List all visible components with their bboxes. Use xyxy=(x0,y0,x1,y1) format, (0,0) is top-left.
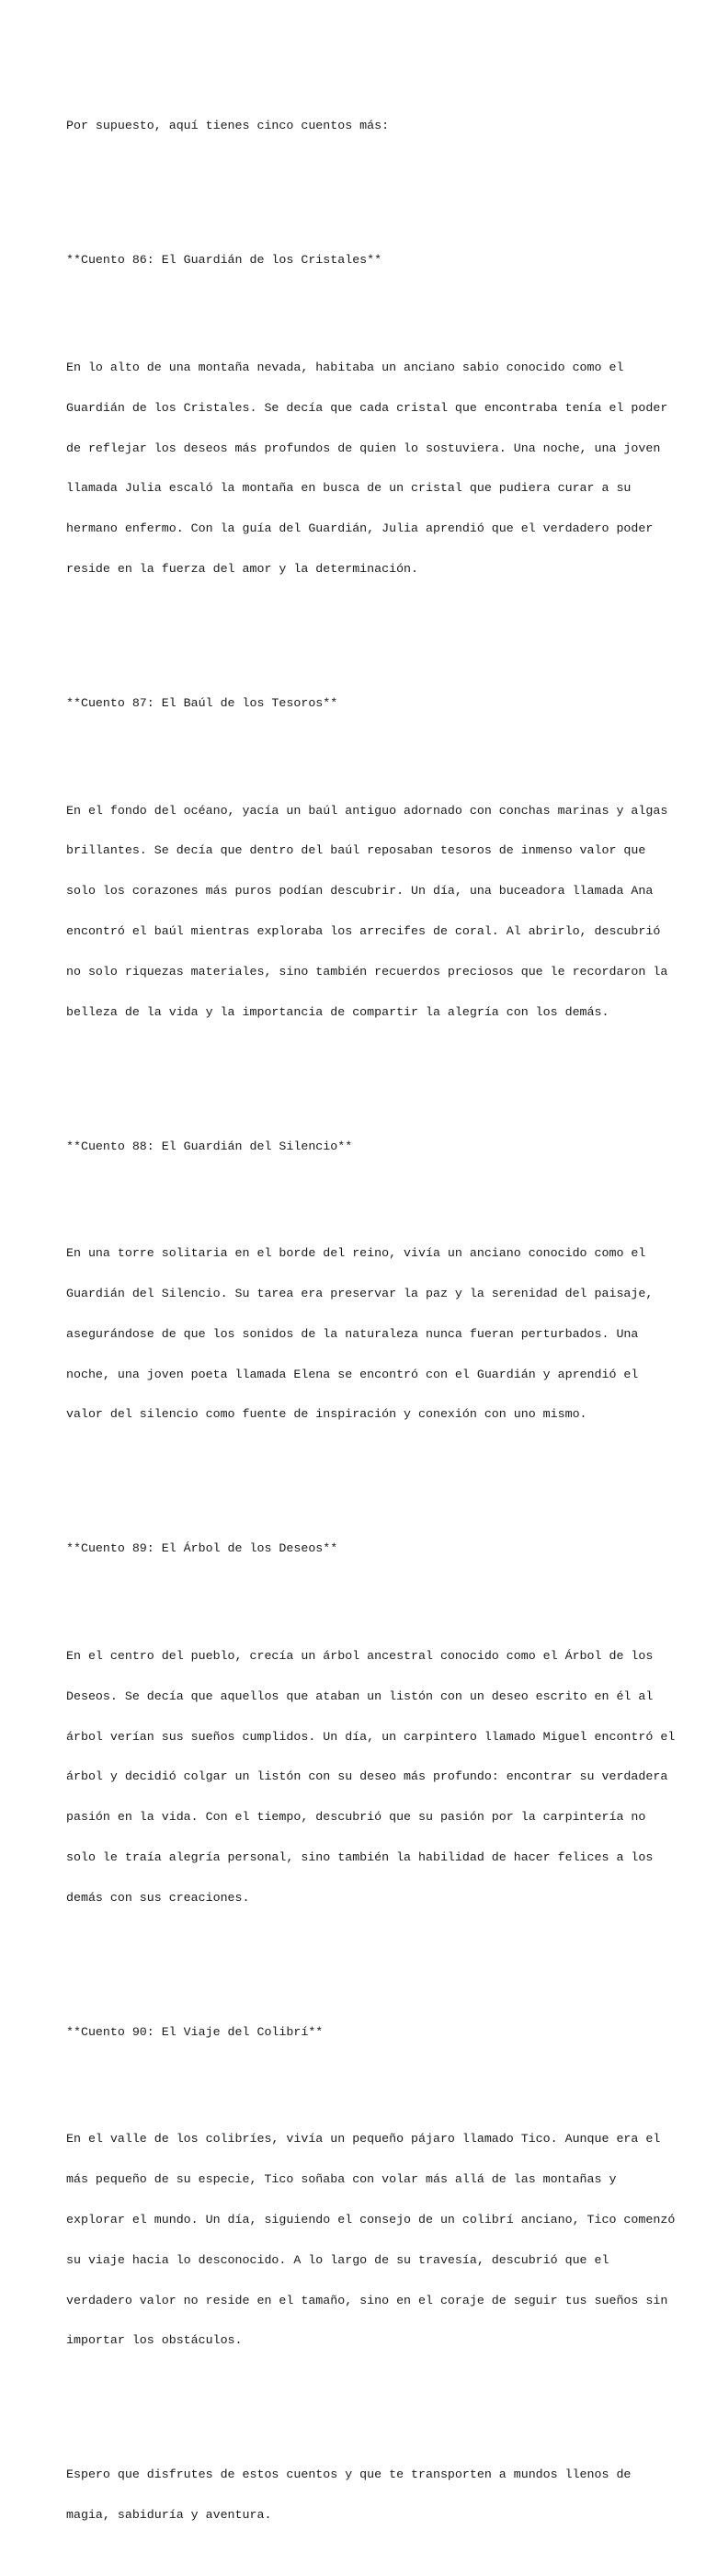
story-title-text: **Cuento 88: El Guardián del Silencio** xyxy=(66,1139,353,1153)
story-body xyxy=(66,335,668,603)
story-title xyxy=(66,227,655,294)
story-line: En el valle de los colibríes, vivía un pequeño pájaro llamado Tico. Aunque era el xyxy=(66,2132,661,2147)
story-body xyxy=(66,2106,676,2375)
story-line: reside en la fuerza del amor y la determinación. xyxy=(66,561,419,576)
story-line: verdadero valor no reside en el tamaño, sino en el coraje de seguir tus sueños sin xyxy=(66,2293,668,2307)
story-body xyxy=(66,1220,655,1448)
story-line: noche, una joven poeta llamada Elena se encontró con el Guardián y aprendió el xyxy=(66,1367,639,1381)
story-line: En lo alto de una montaña nevada, habitaba un anciano sabio conocido como el xyxy=(66,361,624,375)
story-title-text: **Cuento 90: El Viaje del Colibrí** xyxy=(66,2024,324,2039)
closing-paragraph xyxy=(66,2442,655,2549)
story-line: belleza de la vida y la importancia de compartir la alegría con los demás. xyxy=(66,1004,609,1019)
story-line: solo los corazones más puros podían descubrir. Un día, una buceadora llamada Ana xyxy=(66,884,654,899)
story-title xyxy=(66,1113,655,1180)
document-page xyxy=(66,66,676,2576)
story-body xyxy=(66,1623,676,1932)
intro-line: Por supuesto, aquí tienes cinco cuentos más: xyxy=(66,119,390,133)
story-title xyxy=(66,1516,655,1583)
intro-paragraph xyxy=(66,93,655,160)
story-title-text: **Cuento 87: El Baúl de los Tesoros** xyxy=(66,695,338,710)
story-line: no solo riquezas materiales, sino también recuerdos preciosos que le recordaron la xyxy=(66,964,668,979)
story-line: En una torre solitaria en el borde del reino, vivía un anciano conocido como el xyxy=(66,1246,646,1261)
story-line: valor del silencio como fuente de inspiración y conexión con uno mismo. xyxy=(66,1407,587,1422)
story-line: más pequeño de su especie, Tico soñaba con volar más allá de las montañas y xyxy=(66,2172,617,2187)
story-line: encontró el baúl mientras exploraba los arrecifes de coral. Al abrirlo, descubrió xyxy=(66,924,661,938)
story-line: asegurándose de que los sonidos de la naturaleza nunca fueran perturbados. Una xyxy=(66,1326,639,1341)
story-title xyxy=(66,1999,655,2067)
story-line: Guardián de los Cristales. Se decía que cada cristal que encontraba tenía el poder xyxy=(66,400,668,415)
story-line: su viaje hacia lo desconocido. A lo largo de su travesía, descubrió que el xyxy=(66,2252,609,2267)
story-line: llamada Julia escaló la montaña en busca de un cristal que pudiera curar a su xyxy=(66,481,632,496)
story-line: de reflejar los deseos más profundos de quien lo sostuviera. Una noche, una joven xyxy=(66,441,661,455)
story-body xyxy=(66,777,668,1046)
story-line: árbol verían sus sueños cumplidos. Un día, un carpintero llamado Miguel encontró el xyxy=(66,1729,676,1744)
story-line: árbol y decidió colgar un listón con su deseo más profundo: encontrar su verdadera xyxy=(66,1769,668,1784)
story-line: En el centro del pueblo, crecía un árbol ancestral conocido como el Árbol de los xyxy=(66,1649,654,1664)
closing-line: Espero que disfrutes de estos cuentos y que te transporten a mundos llenos de xyxy=(66,2467,632,2482)
story-title-text: **Cuento 89: El Árbol de los Deseos** xyxy=(66,1541,338,1556)
story-title xyxy=(66,670,655,738)
story-line: demás con sus creaciones. xyxy=(66,1890,250,1905)
story-line: En el fondo del océano, yacía un baúl antiguo adornado con conchas marinas y algas xyxy=(66,803,668,818)
closing-line: magia, sabiduría y aventura. xyxy=(66,2508,272,2523)
story-line: solo le traía alegría personal, sino también la habilidad de hacer felices a los xyxy=(66,1849,654,1864)
story-line: importar los obstáculos. xyxy=(66,2333,243,2348)
story-line: Guardián del Silencio. Su tarea era preservar la paz y la serenidad del paisaje, xyxy=(66,1287,654,1301)
story-line: brillantes. Se decía que dentro del baúl reposaban tesoros de inmenso valor que xyxy=(66,843,646,858)
story-line: explorar el mundo. Un día, siguiendo el consejo de un colibrí anciano, Tico comenzó xyxy=(66,2213,676,2227)
story-line: Deseos. Se decía que aquellos que ataban un listón con un deseo escrito en él al xyxy=(66,1689,654,1703)
story-title-text: **Cuento 86: El Guardián de los Cristales** xyxy=(66,253,382,268)
story-line: hermano enfermo. Con la guía del Guardián, Julia aprendió que el verdadero poder xyxy=(66,521,654,536)
story-line: pasión en la vida. Con el tiempo, descubrió que su pasión por la carpintería no xyxy=(66,1810,646,1825)
